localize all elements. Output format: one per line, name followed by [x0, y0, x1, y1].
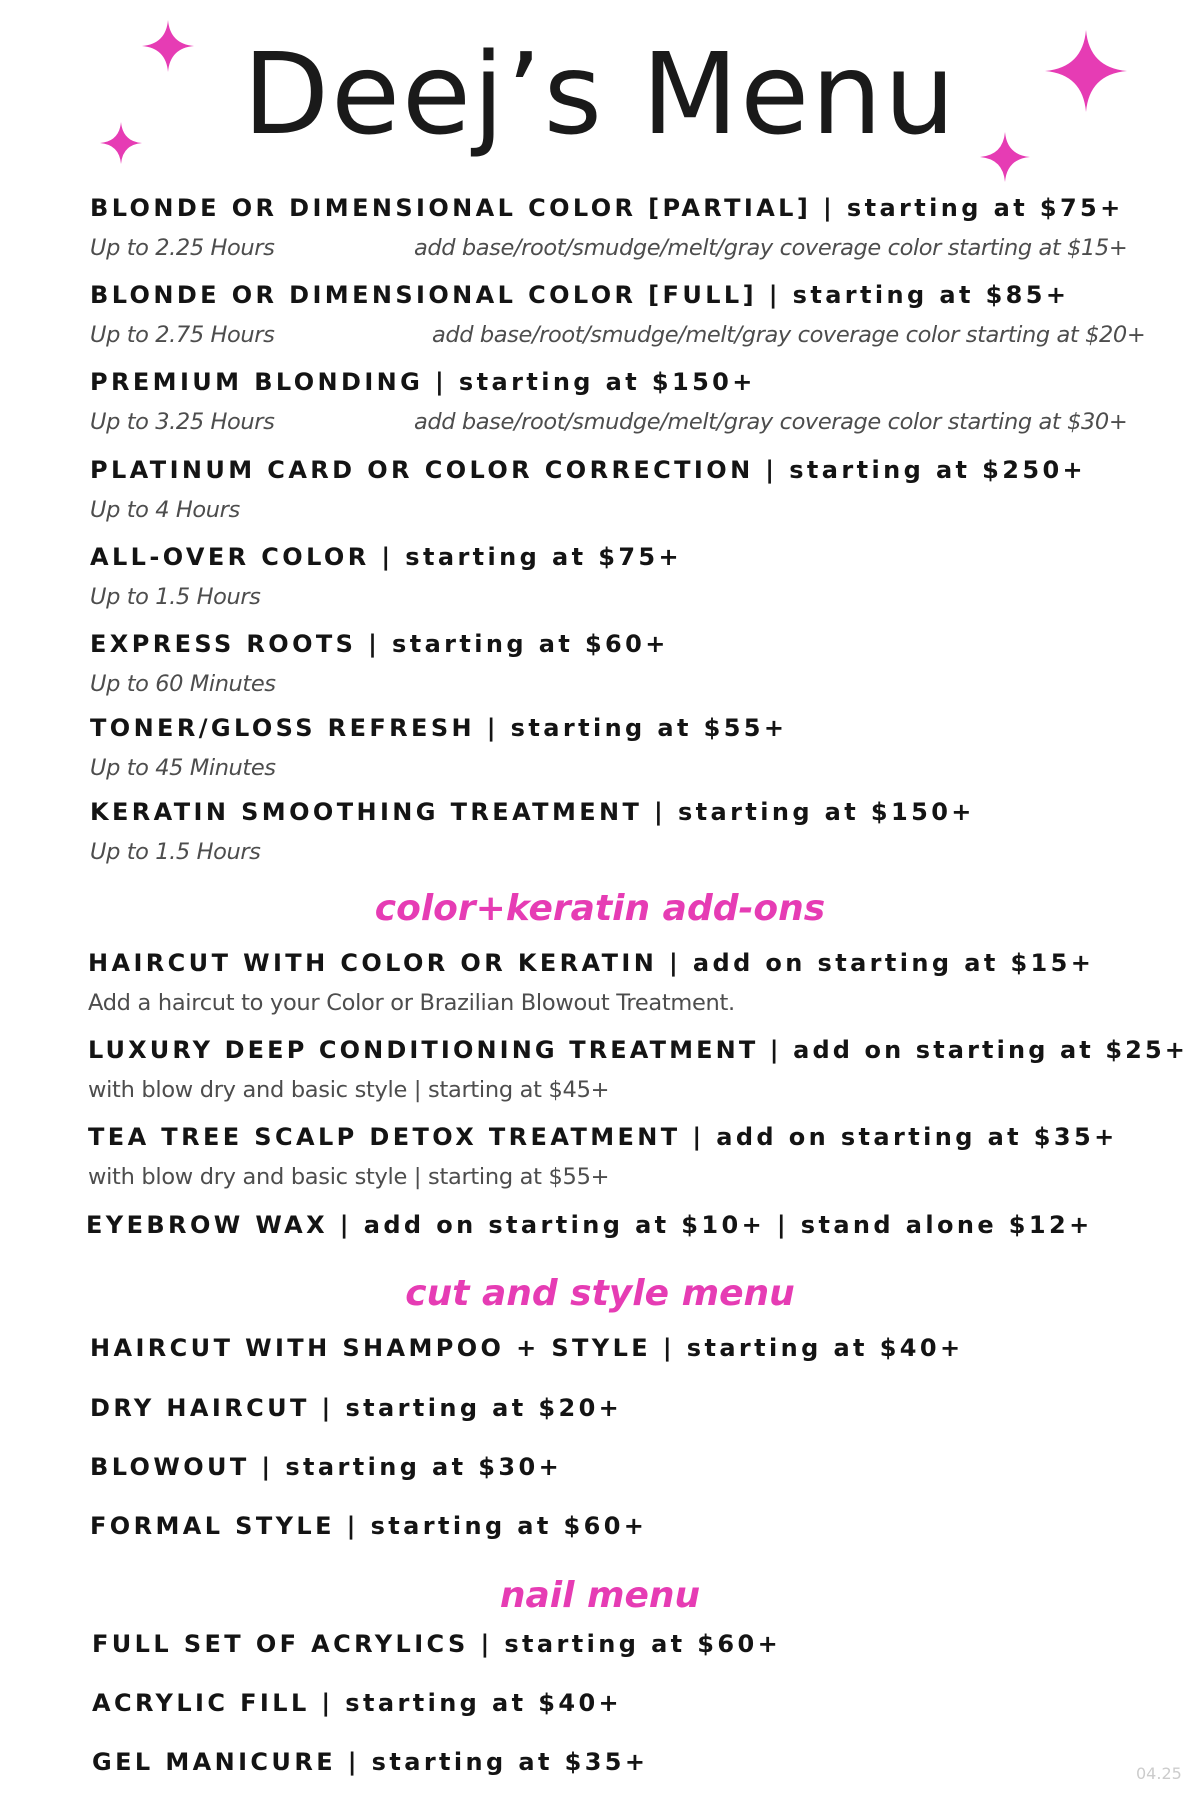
- cut-style-item: HAIRCUT WITH SHAMPOO + STYLE | starting at $40+: [90, 1334, 964, 1362]
- service-addon-note: add base/root/smudge/melt/gray coverage color starting at $20+: [432, 322, 1146, 348]
- cut-style-heading: cut and style menu: [405, 1273, 795, 1314]
- nail-item: ACRYLIC FILL | starting at $40+: [92, 1689, 623, 1717]
- addons-heading: color+keratin add-ons: [374, 888, 826, 929]
- service-duration: Up to 2.25 Hours: [90, 235, 275, 261]
- service-duration: Up to 1.5 Hours: [90, 584, 261, 610]
- addon-title: EYEBROW WAX | add on starting at $10+ | stand alone $12+: [86, 1211, 1093, 1239]
- service-addon-note: add base/root/smudge/melt/gray coverage color starting at $15+: [414, 235, 1128, 261]
- cut-style-item: DRY HAIRCUT | starting at $20+: [90, 1394, 623, 1422]
- service-title: PREMIUM BLONDING | starting at $150+: [90, 368, 756, 396]
- service-duration: Up to 45 Minutes: [90, 755, 276, 781]
- addon-note: Add a haircut to your Color or Brazilian Blowout Treatment.: [88, 990, 735, 1016]
- service-title: PLATINUM CARD OR COLOR CORRECTION | starting at $250+: [90, 456, 1087, 484]
- service-title: BLONDE OR DIMENSIONAL COLOR [PARTIAL] | starting at $75+: [90, 194, 1124, 222]
- nail-menu-heading: nail menu: [499, 1575, 701, 1616]
- service-addon-note: add base/root/smudge/melt/gray coverage color starting at $30+: [414, 409, 1128, 435]
- service-duration: Up to 2.75 Hours: [90, 322, 275, 348]
- service-title: BLONDE OR DIMENSIONAL COLOR [FULL] | starting at $85+: [90, 281, 1070, 309]
- addon-title: TEA TREE SCALP DETOX TREATMENT | add on starting at $35+: [88, 1123, 1118, 1151]
- addon-title: LUXURY DEEP CONDITIONING TREATMENT | add on starting at $25+: [88, 1036, 1189, 1064]
- service-title: TONER/GLOSS REFRESH | starting at $55+: [90, 714, 788, 742]
- nail-item: FULL SET OF ACRYLICS | starting at $60+: [92, 1630, 782, 1658]
- service-title: EXPRESS ROOTS | starting at $60+: [90, 630, 669, 658]
- service-duration: Up to 4 Hours: [90, 497, 240, 523]
- version-stamp: 04.25: [1136, 1764, 1182, 1783]
- service-duration: Up to 3.25 Hours: [90, 409, 275, 435]
- addon-title: HAIRCUT WITH COLOR OR KERATIN | add on starting at $15+: [88, 949, 1095, 977]
- service-title: KERATIN SMOOTHING TREATMENT | starting at $150+: [90, 798, 975, 826]
- page-title: Deej’s Menu: [242, 30, 958, 160]
- addon-note: with blow dry and basic style | starting at $55+: [88, 1164, 610, 1190]
- service-duration: Up to 60 Minutes: [90, 671, 276, 697]
- service-duration: Up to 1.5 Hours: [90, 839, 261, 865]
- cut-style-item: FORMAL STYLE | starting at $60+: [90, 1512, 648, 1540]
- addon-note: with blow dry and basic style | starting at $45+: [88, 1077, 610, 1103]
- service-title: ALL-OVER COLOR | starting at $75+: [90, 543, 683, 571]
- nail-item: GEL MANICURE | starting at $35+: [92, 1748, 649, 1776]
- cut-style-item: BLOWOUT | starting at $30+: [90, 1453, 563, 1481]
